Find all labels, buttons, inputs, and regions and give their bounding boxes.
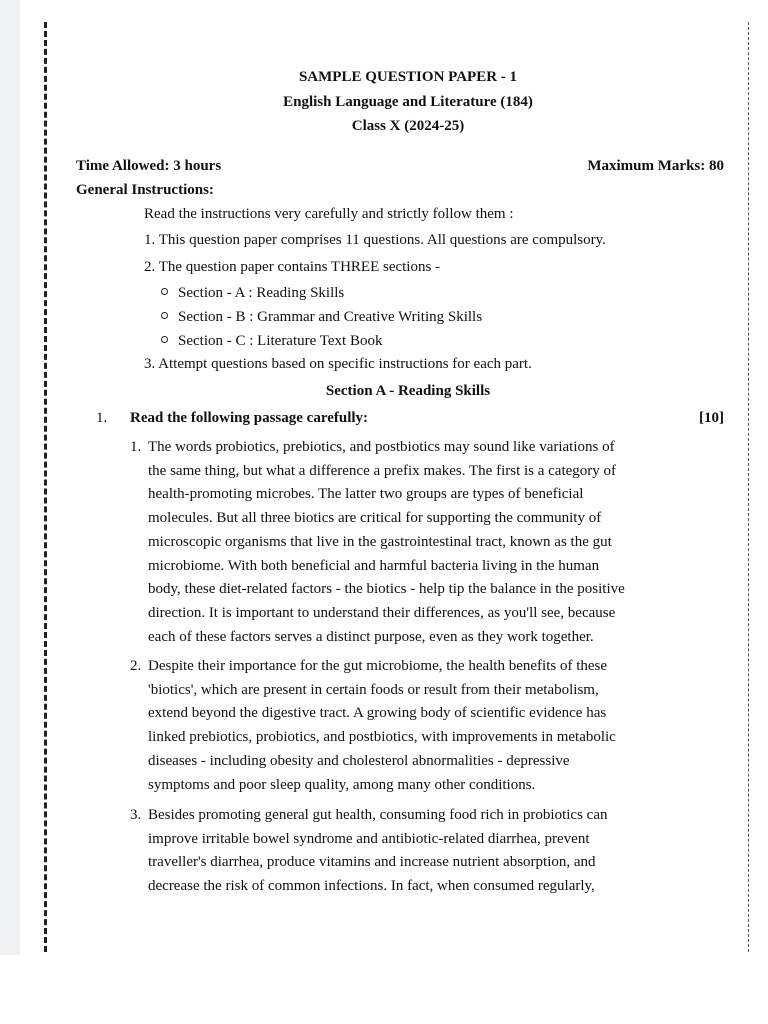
question-number: 1.: [96, 410, 108, 426]
passage-line: Despite their importance for the gut microbiome, the health benefits of these: [148, 658, 608, 674]
section-list-label: Section - A : Reading Skills: [178, 285, 345, 301]
circle-bullet-icon: [161, 336, 168, 343]
paragraph-number: 3.: [130, 807, 142, 823]
section-a-heading: Section A - Reading Skills: [325, 383, 491, 399]
section-list-item: [161, 309, 482, 326]
paper-title: SAMPLE QUESTION PAPER - 1: [298, 69, 518, 85]
instruction-item-3: 3. Attempt questions based on specific instructions for each part.: [144, 356, 532, 372]
section-list-item: [161, 285, 344, 302]
passage-line: decrease the risk of common infections. In fact, when consumed regularly,: [148, 878, 595, 895]
general-instructions-heading: General Instructions:: [76, 182, 214, 198]
section-list-item: [161, 333, 382, 350]
passage-line: improve irritable bowel syndrome and antibiotic-related diarrhea, prevent: [148, 830, 590, 847]
passage-line: 'biotics', which are present in certain foods or result from their metabolism,: [148, 681, 599, 698]
instructions-intro: Read the instructions very carefully and strictly follow them :: [144, 206, 514, 222]
circle-bullet-icon: [161, 312, 168, 319]
passage-line: each of these factors serves a distinct purpose, even as they work together.: [148, 628, 594, 645]
section-list-label: Section - C : Literature Text Book: [178, 333, 383, 349]
passage-paragraph-3: [130, 804, 690, 899]
passage-line: body, these diet-related factors - the biotics - help tip the balance in the positive: [148, 581, 625, 598]
paragraph-number: 2.: [130, 658, 142, 674]
paper-subject: English Language and Literature (184): [283, 94, 533, 110]
passage-line: traveller's diarrhea, produce vitamins and increase nutrient absorption, and: [148, 854, 596, 871]
passage-line: linked prebiotics, probiotics, and postbiotics, with improvements in metabolic: [148, 729, 616, 746]
passage-line: diseases - including obesity and cholesterol abnormalities - depressive: [148, 752, 570, 769]
paper-class: Class X (2024-25): [351, 118, 465, 134]
instruction-item-2: 2. The question paper contains THREE sections -: [144, 259, 441, 275]
passage-line: symptoms and poor sleep quality, among many other conditions.: [148, 776, 536, 793]
passage-line: health-promoting microbes. The latter two groups are types of beneficial: [148, 486, 584, 503]
maximum-marks: Maximum Marks: 80: [587, 158, 724, 174]
passage-paragraph-2: [130, 655, 690, 797]
instruction-item-1: 1. This question paper comprises 11 questions. All questions are compulsory.: [144, 232, 606, 248]
passage-line: the same thing, but what a difference a prefix makes. The first is a category of: [148, 462, 617, 479]
passage-line: microbiome. With both beneficial and harmful bacteria living in the human: [148, 557, 600, 574]
passage-line: microscopic organisms that live in the gastrointestinal tract, known as the gut: [148, 533, 612, 550]
question-marks: [10]: [699, 410, 724, 426]
section-list-label: Section - B : Grammar and Creative Writing Skills: [178, 309, 483, 325]
passage-line: The words probiotics, prebiotics, and postbiotics may sound like variations of: [148, 439, 615, 455]
passage-paragraph-1: [130, 436, 690, 649]
time-allowed: Time Allowed: 3 hours: [76, 158, 222, 174]
question-text: Read the following passage carefully:: [130, 410, 369, 426]
passage-line: direction. It is important to understand their differences, as you'll see, because: [148, 604, 616, 621]
passage-line: extend beyond the digestive tract. A growing body of scientific evidence has: [148, 705, 607, 722]
passage-line: Besides promoting general gut health, consuming food rich in probiotics can: [148, 807, 608, 823]
passage-line: molecules. But all three biotics are critical for supporting the community of: [148, 510, 602, 527]
circle-bullet-icon: [161, 288, 168, 295]
paragraph-number: 1.: [130, 439, 142, 455]
